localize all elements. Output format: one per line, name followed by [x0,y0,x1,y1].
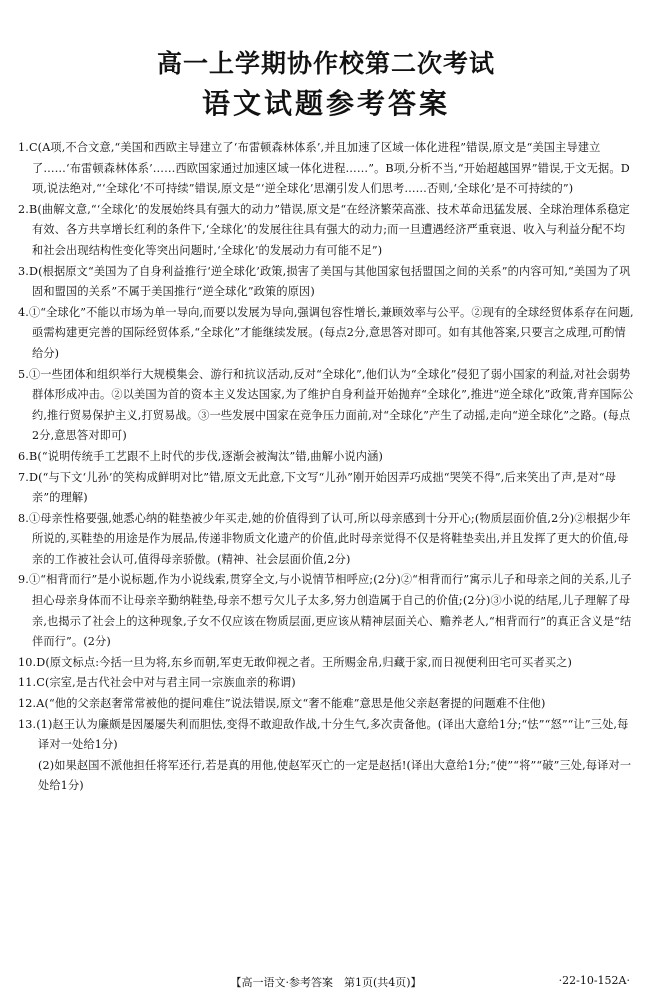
answer-item-11: 11.C(宗室,是古代社会中对与君主同一宗族血亲的称谓) [18,676,296,690]
answer-item-5: 5.①一些团体和组织举行大规模集会、游行和抗议活动,反对“全球化”,他们认为“全球化”侵犯了弱小国家的利益,对社会弱势群体形成冲击。②以美国为首的资本主义发达国家,为了维护自身利益开始抛弃“全球化”,推进“逆全球化”政策,背弃国际公约,推行贸易保护主义,打贸易战。③一些发展中国家在竞争压力面前,对“全球化”产生了动摇,走向“逆全球化”之路。(每点2分,意思答对即可) [18,367,634,443]
answer-item-7: 7.D(“与下文‘儿孙’的笑构成鲜明对比”错,原文无此意,下文写“儿孙”刚开始因弄巧成拙“哭笑不得”,后来笑出了声,是对“母亲”的理解) [18,470,617,505]
answer-list [18,138,636,797]
footer-doc-code: ·22-10-152A· [558,974,630,987]
answer-item-10: 10.D(原文标点:今括一旦为将,东乡而朝,军吏无敢仰视之者。王所赐金帛,归藏于家,而日视便利田宅可买者买之) [18,655,572,669]
document-title: 语文试题参考答案 [201,87,450,120]
answer-item-13 [18,715,636,756]
exam-title: 高一上学期协作校第二次考试 [156,49,495,78]
page-footer [0,974,652,994]
answer-item-6: 6.B(“说明传统手工艺跟不上时代的步伐,逐渐会被淘汰”错,曲解小说内涵) [18,449,383,463]
answer-13-part1: (1)赵王认为廉颇是因屡屡失利而胆怯,变得不敢迎敌作战,十分生气,多次责备他。(译出大意给1分;“怯”“怒”“让”三处,每译对一处给1分) [36,717,629,752]
answer-item-1: 1.C(A项,不合文意,“美国和西欧主导建立了‘布雷顿森林体系’,并且加速了区域一体化进程”错误,原文是“美国主导建立了……‘布雷顿森林体系’……西欧国家通过加速区域一体化进程……”。B项,分析不当,“开始超越国界”错误,于文无据。D项,说法绝对,“‘全球化’不可持续”错误,原文是“‘逆全球化’思潮引发人们思考……否则,‘全球化’是不可持续的”) [18,141,630,196]
answer-item-9: 9.①“相背而行”是小说标题,作为小说线索,贯穿全文,与小说情节相呼应;(2分)②“相背而行”寓示儿子和母亲之间的关系,儿子担心母亲身体而不让母亲辛勤纳鞋垫,母亲不想亏欠儿子太多,努力创造属于自己的价值;(2分)③小说的结尾,儿子理解了母亲,也揭示了社会上的这种现象,子女不仅应该在物质层面,更应该从精神层面关心、赡养老人,“相背而行”的真正含义是“结伴而行”。(2分) [18,573,632,649]
answer-item-12: 12.A(“他的父亲赵奢常常被他的提问难住”说法错误,原文“奢不能难”意思是他父亲赵奢提的问题难不住他) [18,697,546,711]
answer-item-2: 2.B(曲解文意,“‘全球化’的发展始终具有强大的动力”错误,原文是“在经济繁荣高涨、技术革命迅猛发展、全球治理体系稳定有效、各方共享增长红利的条件下,‘全球化’的发展往往具有强大的动力;而一旦遭遇经济严重衰退、收入与利益分配不均和社会出现结构性变化等突出问题时,‘全球化’的发展动力有可能不足”) [18,202,630,257]
footer-page-info: 【高一语文·参考答案 第1页(共4页)】 [230,976,422,989]
answer-item-4: 4.①“全球化”不能以市场为单一导向,而要以发展为导向,强调包容性增长,兼顾效率与公平。②现有的全球经贸体系存在问题,亟需构建更完善的国际经贸体系,“全球化”才能继续发展。(每点2分,意思答对即可。如有其他答案,只要言之成理,可酌情给分) [18,305,634,360]
answer-item-13-part2: (2)如果赵国不派他担任将军还行,若是真的用他,使赵军灭亡的一定是赵括!(译出大意给1分;“使”“将”“破”三处,每译对一处给1分) [38,758,632,793]
answer-item-8: 8.①母亲性格要强,她悉心纳的鞋垫被少年买走,她的价值得到了认可,所以母亲感到十分开心;(物质层面价值,2分)②根据少年所说的,买鞋垫的用途是作为展品,传递非物质文化遗产的价值,此时母亲觉得不仅是将鞋垫卖出,并且发挥了更大的价值,母亲的工作被社会认可,值得母亲骄傲。(精神、社会层面价值,2分) [18,511,631,566]
answer-13-number: 13. [18,717,37,731]
answer-item-3: 3.D(根据原文“美国为了自身利益推行‘逆全球化’政策,损害了美国与其他国家包括盟国之间的关系”的内容可知,“美国为了巩固和盟国的关系”不属于美国推行“逆全球化”政策的原因) [18,264,631,299]
